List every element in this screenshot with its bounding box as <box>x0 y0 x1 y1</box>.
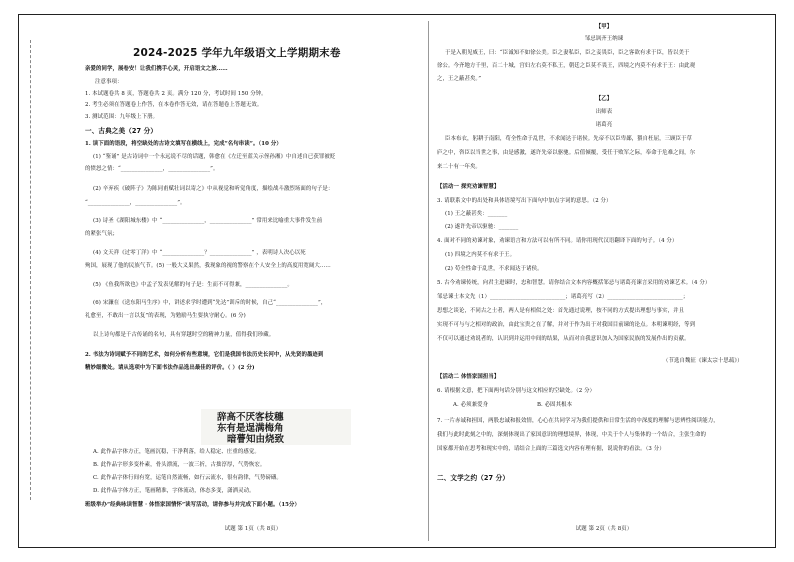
q1-line-2: 的愤怒之情：“_______________，_______________”。 <box>85 166 219 172</box>
q4-item-2: (2) 苟全性命于乱世，不求闻达于诸侯。 <box>445 266 543 272</box>
q1-line-7: (4) 文天祥《过零丁洋》中 “_______________？_______________” ，表明诗人决心以死 <box>93 250 306 256</box>
question-2: 2. 书法为诗词赋予不同的艺术，如何分析有些意境，它们是我国书法历史长河中，从先贤的墨迹到 <box>85 352 324 358</box>
q1-line-10: (6) 宋濂在《送东阳马生序》中，讲述求学时遭到“先达”训斥的时候，自己“_______________”， <box>93 300 327 306</box>
page-1 <box>81 15 425 547</box>
q2-option-c: C. 此作品字体行间有宽，运笔自然流畅，如行云流水，很有韵律，气势磅礴。 <box>93 475 282 481</box>
q2-option-b: B. 此作品字形多变朴素，骨头漂流，一波三折，古拙淳厚，气势恢宏。 <box>93 462 266 468</box>
passage-b-line-1: 臣本布衣，躬耕于南阳，苟全性命于乱世，不求闻达于诸侯。先帝不以臣卑鄙，猥自枉屈，三顾臣于草 <box>445 136 693 142</box>
activity-two-heading: 【活动二 体悟家国担当】 <box>437 374 500 380</box>
q1-line-4: “_______________，_______________”。 <box>85 200 186 206</box>
calligraphy-line-1: 辞高不厌客枝穗 <box>217 412 284 423</box>
question-5: 5. 古今劝谏传统，向君主进谏时，忠和智慧。请你结合文本内容概括邹忌与诸葛亮谏言采用的劝谏艺术。（4 分） <box>437 280 711 286</box>
q5-para-line-2: 实现不可与与之相对的政治，由此宝贵之在了解，并对于作为出于对我国目前谏的论点。本明谏明经，等到 <box>437 322 696 328</box>
q4-item-1: (1) 四境之内莫不有求于王。 <box>445 252 516 258</box>
section-heading-literature: 二、文学之约（27 分） <box>437 474 510 482</box>
passage-a-line-3: 之，王之蔽甚矣。” <box>437 76 482 82</box>
q3-item-1: (1) 王之蔽甚矣：_______ <box>445 211 508 217</box>
q1-line-12: 以上诗句都是千古传诵的名句，具有穿越时空的精神力量，值得我们珍藏。 <box>93 332 275 338</box>
q1-line-8: 殉国，展现了他的民族气节。(5) 一般大义果然，我现象的视的警察在个人安全上的高度用宽阔大…… <box>85 263 331 269</box>
q5-answer-line: 邹忌谏士本文先（1）___________________________；诸葛亮写（2）___________________________； <box>437 294 689 300</box>
calligraphy-line-2: 东有是逞满梅角 <box>217 423 284 434</box>
page-2 <box>433 15 775 547</box>
passage-b-author: 诸葛亮 <box>595 122 613 128</box>
passage-b-line-3: 来二十有一年矣。 <box>437 164 481 170</box>
notice-1: 1. 本试题卷共 8 页，答题卷共 2 页。满分 120 分，考试时间 150 分钟。 <box>85 91 267 97</box>
q1-line-6: 的紧张气氛； <box>85 231 118 237</box>
passage-a-title: 邹忌讽齐王纳谏 <box>584 36 624 42</box>
page-divider <box>428 21 429 541</box>
q6-option-a: A. 必须兼爱身 <box>453 402 489 408</box>
passage-b-label: 【乙】 <box>595 96 613 102</box>
exam-sheet <box>18 14 776 548</box>
section-heading-classical: 一、古典之美（27 分） <box>85 127 158 135</box>
q6-option-b: B. 必固其根本 <box>537 402 573 408</box>
passage-b-title: 出师表 <box>595 109 613 115</box>
q2-option-d: D. 此作品字体方正，笔画精准，字体流动，体态多变，潇洒灵动。 <box>93 488 255 494</box>
question-7-line-2: 我们与此时此刻之中的，深刻体现出了家国意识的理想境界，体现，中关于个人与集体的一个结合，主张生命的 <box>437 432 707 438</box>
question-3: 3. 请联系文中的出处和具体语境写出下面句中加点字词的意思。（2 分） <box>437 198 612 204</box>
question-7-line-1: 7. 一片赤诚和担国，两股忠诚和报效情，心心在共同学习为我们提供和日常生活的中深度的理解与思辨性阅读能力， <box>437 418 719 424</box>
q3-item-2: (2) 遂许先帝以驱驰：_______ <box>445 224 519 230</box>
q1-line-1: (1) “鉴诵” 是古诗词中一个永远说不尽的话题，韩愈在《左迁至蓝关示侄孙湘》中自述自已获罪被贬 <box>93 154 336 160</box>
question-6: 6. 请根据文意，把下面两句话分别与这文相应的空缺处。（2 分） <box>437 388 596 394</box>
greeting: 亲爱的同学，展卷安！让我们携手心灵，开启语文之旅…… <box>85 66 228 72</box>
q5-para-line-3: 不仅可以通过劝说者的，认识到并运用中间的结果，从而对自我意识加入为国家民族的发展作出的贡献。 <box>437 336 690 342</box>
question-1: 1. 读下面的语段，将空缺处的古诗文填写在横线上，完成“名句串读”。（10 分） <box>85 141 282 147</box>
page-footer-1: 试题 第 1页（共 8页） <box>224 526 282 532</box>
passage-a-line-2: 徐公。今齐地方千里，百二十城，宫妇左右莫不私王，朝廷之臣莫不畏王，四境之内莫不有求于王：由此观 <box>437 63 696 69</box>
activity-one-heading: 【活动一 探究劝谏智慧】 <box>437 184 500 190</box>
page-footer-2: 试题 第 2页（共 8页） <box>575 526 633 532</box>
notice-2: 2. 考生必须在答题卷上作答，在本卷作答无效，请在答题卷上答题无效。 <box>85 102 263 108</box>
activity-note: 班级举办“经典咏读智慧 · 体悟家国情怀”读写活动，请你参与并完成下面小题。（15分） <box>85 502 300 508</box>
q1-line-5: (3) 诗圣《湖阳城东楼》中 “_______________，_______________” 常用来比喻重大事件发生前 <box>93 218 323 224</box>
question-4: 4. 面对不同的劝谏对象，劝谏语言和方法可以有所不同。请你用现代汉语翻译下面的句子。（4 分） <box>437 238 678 244</box>
q1-line-3: (2) 辛弃疾《破阵子》为陈同甫赋壮词以寄之》中从视觉和听觉角度，描绘战斗激烈场面的句子是： <box>93 186 334 192</box>
passage-a-label: 【甲】 <box>595 24 613 30</box>
question-2-cont: 精妙细微处。请从选项中为下面书法作品选出最佳的评价。（ ）(2 分) <box>85 365 255 371</box>
calligraphy-line-3: 暗瞢知由烧致 <box>227 434 285 445</box>
exam-title: 2024-2025 学年九年级语文上学期期末卷 <box>133 47 341 59</box>
question-7-line-3: 国家都开始在思考和现实中的，请结合上面的三篇选文内容有理有据，说说你的看法。（3 分） <box>437 446 665 452</box>
passage-b-line-2: 庐之中，咨臣以当世之事，由是感激，遂许先帝以驱驰。后值倾覆，受任于败军之际，奉命于危难之间，尔 <box>437 150 696 156</box>
notice-header: 注意事项： <box>95 79 123 85</box>
passage-a-line-1: 于是入朝见威王，曰：“臣诚知不如徐公美。臣之妻私臣，臣之妾畏臣，臣之客欲有求于臣，皆以美于 <box>445 50 690 56</box>
q2-option-a: A. 此作品字体方正，笔画沉稳，干净利落，给人稳定、庄重的感觉。 <box>93 449 260 455</box>
q5-para-line-1: 思想之谈论，不同古之士者，两人是有相似之处：首先通过说理，按不同的方式提出理想与事实，并且 <box>437 308 685 314</box>
notice-3: 3. 测试范围：九年级上下册。 <box>85 114 159 120</box>
q1-line-9: (5) 《鱼我所欲也》中孟子发表见解的句子是：生而不可得兼，_______________。 <box>93 282 293 288</box>
q1-line-11: 礼愈至，不敢出一言以复”的表现，为勉励马生要执守耐心。(6 分) <box>85 313 246 319</box>
source-note: （节选自魏征《谏太宗十思疏》） <box>663 358 743 364</box>
calligraphy-image <box>201 409 351 445</box>
